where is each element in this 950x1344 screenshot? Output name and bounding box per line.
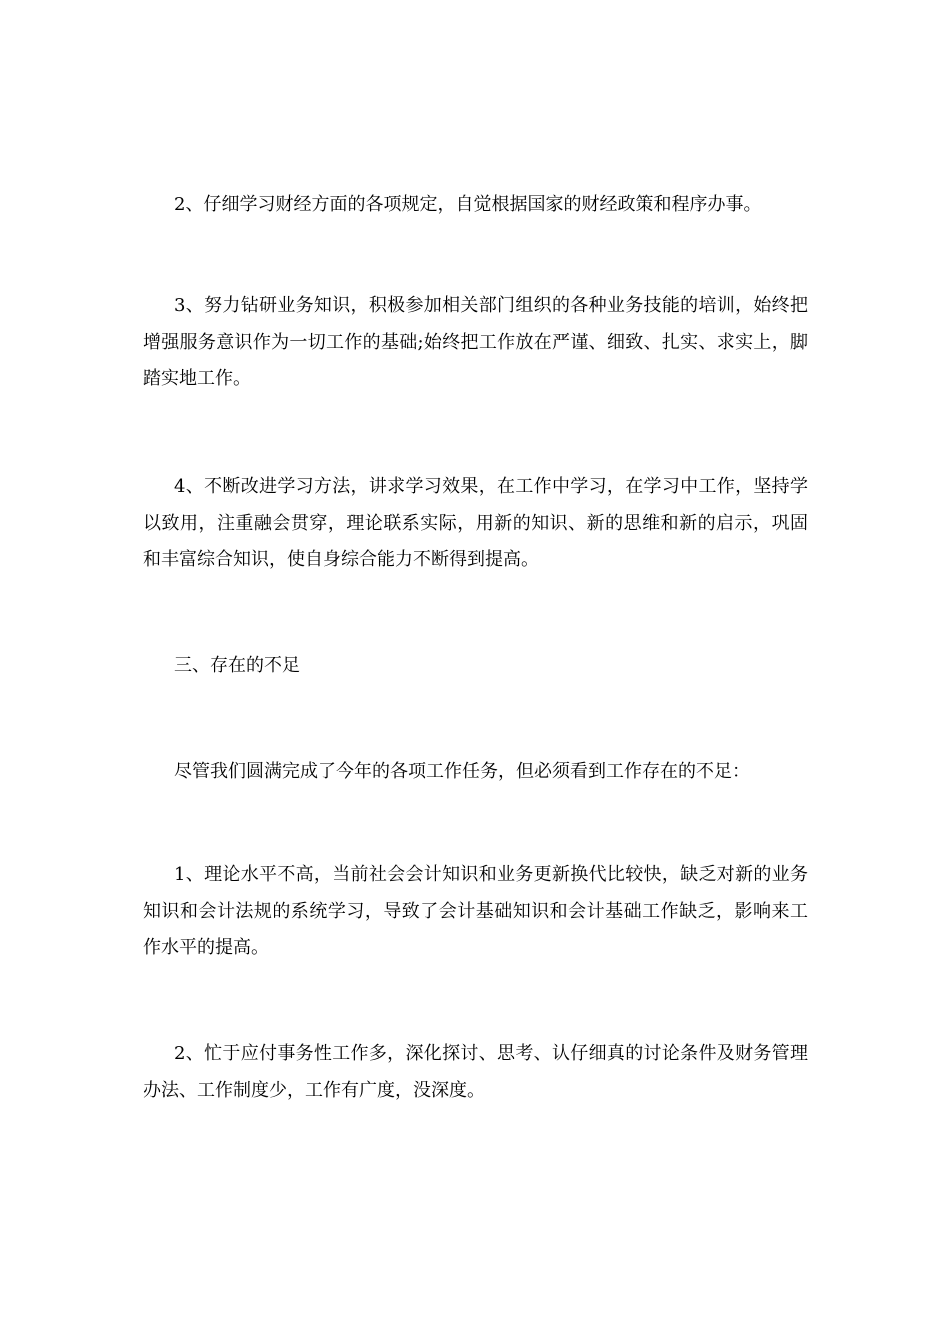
paragraph-item-4-learning-method: 4、不断改进学习方法，讲求学习效果，在工作中学习，在学习中工作，坚持学以致用，注重融会贯穿，理论联系实际，用新的知识、新的思维和新的启示，巩固和丰富综合知识，使自身综合能力不断得到提高。 (143, 476, 808, 570)
paragraph-shortcoming-2-routine-work: 2、忙于应付事务性工作多，深化探讨、思考、认仔细真的讨论条件及财务管理办法、工作制度少，工作有广度，没深度。 (143, 1043, 808, 1101)
paragraph-item-2-regulations: 2、仔细学习财经方面的各项规定，自觉根据国家的财经政策和程序办事。 (174, 194, 762, 215)
paragraph-shortcomings-intro: 尽管我们圆满完成了今年的各项工作任务，但必须看到工作存在的不足： (174, 761, 750, 782)
paragraph-item-3-business-study: 3、努力钻研业务知识，积极参加相关部门组织的各种业务技能的培训，始终把增强服务意识作为一切工作的基础;始终把工作放在严谨、细致、扎实、求实上，脚踏实地工作。 (143, 295, 808, 389)
paragraph-shortcoming-1-theory: 1、理论水平不高，当前社会会计知识和业务更新换代比较快，缺乏对新的业务知识和会计法规的系统学习，导致了会计基础知识和会计基础工作缺乏，影响来工作水平的提高。 (143, 864, 808, 958)
section-heading-shortcomings: 三、存在的不足 (174, 655, 300, 676)
